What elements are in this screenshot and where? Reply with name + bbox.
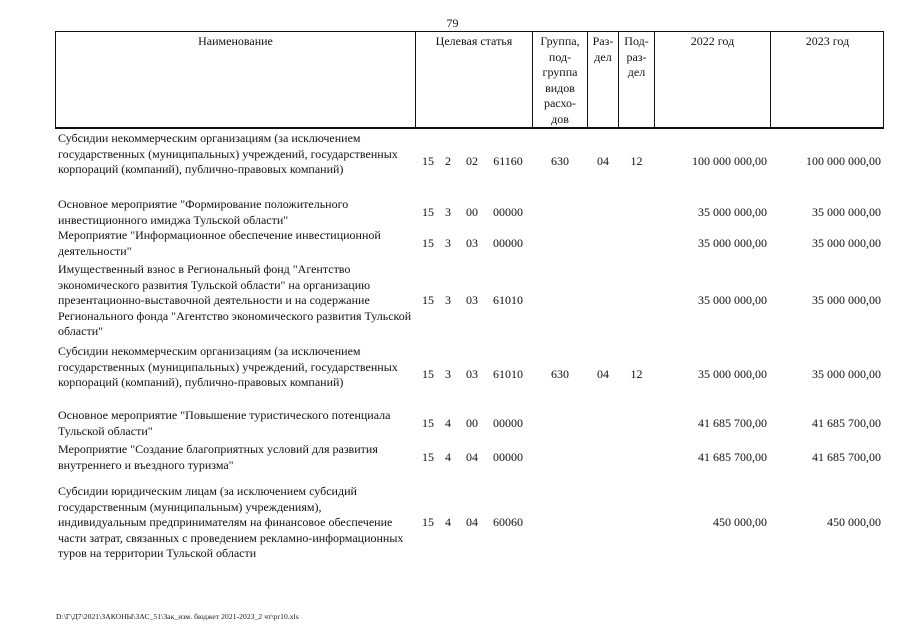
row-name: Основное мероприятие "Формирование положительного инвестиционного имиджа Тульской области"	[58, 197, 349, 227]
section-code: 04	[597, 367, 609, 381]
expense-group: 630	[551, 154, 569, 168]
target-code-1: 15	[422, 367, 434, 381]
target-code-1: 15	[422, 236, 434, 250]
header-name: Наименование	[198, 34, 273, 48]
target-code-3: 04	[466, 450, 478, 464]
target-code-3: 02	[466, 154, 478, 168]
subsection-code: 12	[630, 367, 643, 381]
target-code-1: 15	[422, 416, 434, 430]
target-code-2: 3	[445, 293, 451, 307]
target-code-3: 03	[466, 236, 478, 250]
table-row	[0, 408, 905, 439]
table-row	[0, 197, 905, 228]
table-row	[0, 344, 905, 406]
target-code-4: 61010	[493, 367, 523, 381]
target-code-4: 00000	[493, 205, 523, 219]
row-name: Субсидии некоммерческим организациям (за исключением государственных (муниципальных) учреждений, государственных корпораций (компаний), публично-правовых компаний)	[58, 344, 398, 389]
amount-2022: 100 000 000,00	[692, 154, 767, 168]
table-row	[0, 131, 905, 193]
target-code-2: 4	[445, 416, 451, 430]
target-code-4: 61160	[493, 154, 523, 168]
row-name: Мероприятие "Создание благоприятных условий для развития внутреннего и въездного туризма"	[58, 442, 378, 472]
amount-2022: 35 000 000,00	[698, 205, 767, 219]
amount-2023: 41 685 700,00	[812, 450, 881, 464]
amount-2022: 450 000,00	[713, 515, 767, 529]
target-code-4: 00000	[493, 450, 523, 464]
target-code-2: 2	[445, 154, 451, 168]
table-row	[0, 228, 905, 259]
amount-2023: 450 000,00	[827, 515, 881, 529]
target-code-3: 00	[466, 205, 478, 219]
target-code-1: 15	[422, 450, 434, 464]
target-code-4: 61010	[493, 293, 523, 307]
amount-2023: 35 000 000,00	[812, 236, 881, 250]
target-code-4: 00000	[493, 236, 523, 250]
target-code-1: 15	[422, 293, 434, 307]
target-code-1: 15	[422, 154, 434, 168]
target-code-4: 60060	[493, 515, 523, 529]
amount-2023: 100 000 000,00	[806, 154, 881, 168]
amount-2022: 35 000 000,00	[698, 293, 767, 307]
row-name: Мероприятие "Информационное обеспечение инвестиционной деятельности"	[58, 228, 381, 258]
target-code-1: 15	[422, 205, 434, 219]
amount-2023: 35 000 000,00	[812, 367, 881, 381]
target-code-4: 00000	[493, 416, 523, 430]
target-code-2: 4	[445, 515, 451, 529]
target-code-2: 4	[445, 450, 451, 464]
header-target: Целевая статья	[435, 34, 513, 48]
file-path-footer: D:\Г\Д7\2021\ЗАКОНЫ\ЗАС_51\Зак_изм. бюджет 2021-2023_2 чт\pr10.xls	[56, 612, 299, 621]
target-code-1: 15	[422, 515, 434, 529]
row-name: Имущественный взнос в Региональный фонд "Агентство экономического развития Тульской области" на организацию презентационно-выставочной деятельности и на содержание Регионального фонда "Агентство экономического развития Тульской области"	[58, 262, 412, 338]
expense-group: 630	[551, 367, 569, 381]
amount-2022: 41 685 700,00	[698, 416, 767, 430]
table-row	[0, 442, 905, 473]
target-code-3: 04	[466, 515, 478, 529]
row-name: Субсидии некоммерческим организациям (за исключением государственных (муниципальных) учреждений, государственных корпораций (компаний), публично-правовых компаний)	[58, 131, 398, 176]
target-code-2: 3	[445, 236, 451, 250]
target-code-3: 03	[466, 367, 478, 381]
target-code-2: 3	[445, 367, 451, 381]
target-code-3: 03	[466, 293, 478, 307]
header-group: Группа, под- группа видов расхо- дов	[540, 34, 580, 126]
row-name: Основное мероприятие "Повышение туристического потенциала Тульской области"	[58, 408, 391, 438]
amount-2022: 35 000 000,00	[698, 236, 767, 250]
subsection-code: 12	[630, 154, 643, 168]
amount-2022: 35 000 000,00	[698, 367, 767, 381]
target-code-3: 00	[466, 416, 478, 430]
amount-2022: 41 685 700,00	[698, 450, 767, 464]
header-2022: 2022 год	[690, 34, 735, 48]
header-2023: 2023 год	[805, 34, 850, 48]
header-subsection: Под- раз- дел	[624, 34, 649, 79]
target-code-2: 3	[445, 205, 451, 219]
amount-2023: 41 685 700,00	[812, 416, 881, 430]
amount-2023: 35 000 000,00	[812, 205, 881, 219]
table-row	[0, 484, 905, 562]
row-name: Субсидии юридическим лицам (за исключением субсидий государственным (муниципальным) учреждениям), индивидуальным предпринимателям на финансовое обеспечение части затрат, связанных с проведением рекламно-информационных туров на территории Тульской области	[58, 484, 404, 560]
amount-2023: 35 000 000,00	[812, 293, 881, 307]
table-row	[0, 262, 905, 340]
section-code: 04	[597, 154, 609, 168]
header-section: Раз- дел	[592, 34, 614, 64]
page-number: 79	[446, 16, 459, 30]
